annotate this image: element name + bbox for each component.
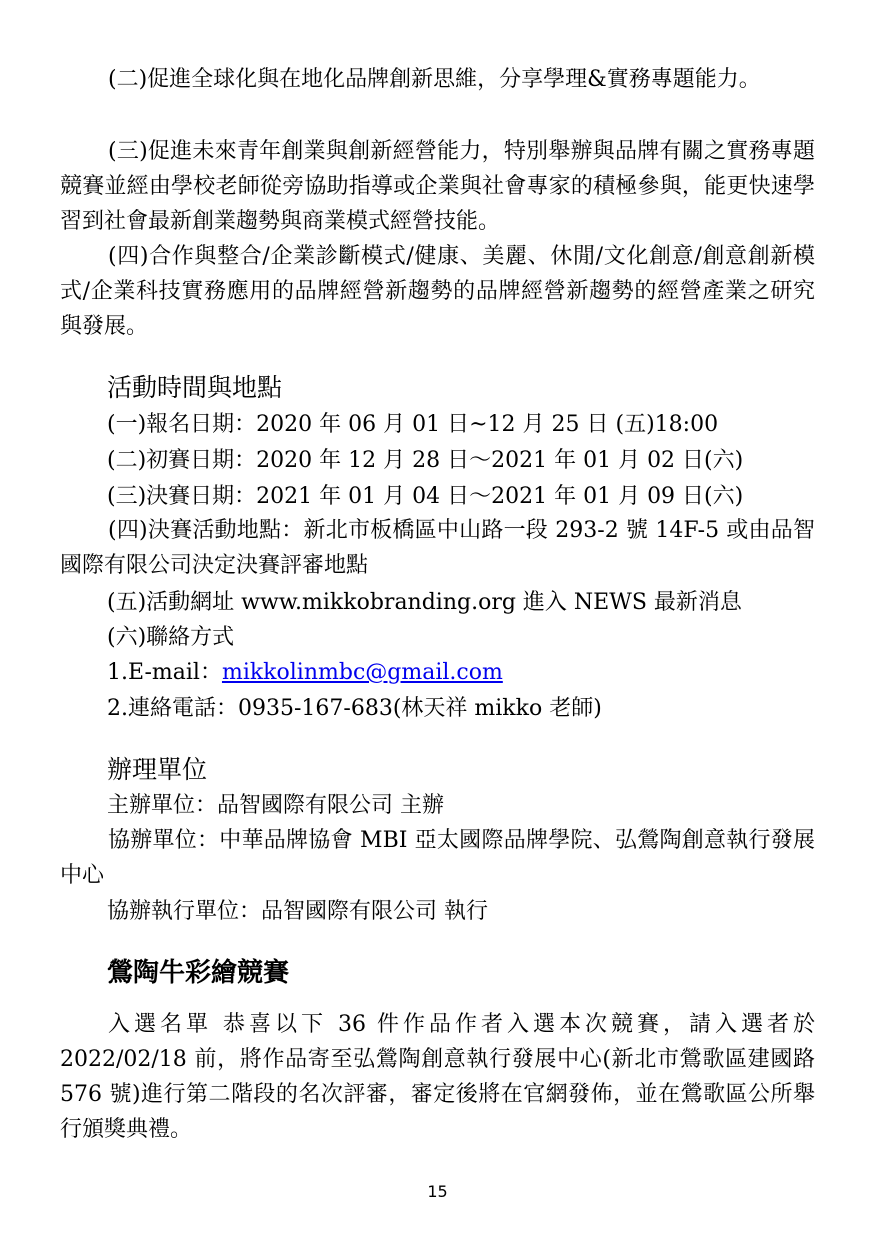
host-unit: 主辦單位：品智國際有限公司 主辦 [107,793,444,818]
registration-date: (一)報名日期：2020 年 06 月 01 日~12 月 25 日 (五)18:00 [107,412,719,437]
contest-body: 入選名單 恭喜以下 36 件作品作者入選本次競賽，請入選者於 2022/02/18 前，將作品寄至弘鶯陶創意執行發展中心(新北市鶯歌區建國路 576 號)進行第二階段的名次評審，審定後將在官網發佈，並在鶯歌區公所舉行頒獎典禮。 [60,1012,815,1142]
phone-line: 2.連絡電話：0935-167-683(林天祥 mikko 老師) [107,696,602,721]
preliminary-date: (二)初賽日期：2020 年 12 月 28 日～2021 年 01 月 02 日(六) [107,448,744,473]
objective-4: (四)合作與整合/企業診斷模式/健康、美麗、休閒/文化創意/創意創新模式/企業科技實務應用的品牌經營新趨勢的品牌經營新趨勢的經營產業之研究與發展。 [60,244,815,339]
organizers-heading: 辦理單位 [107,755,208,784]
email-label: 1.E-mail： [107,660,222,685]
schedule-heading: 活動時間與地點 [107,373,283,402]
email-link[interactable]: mikkolinmbc@gmail.com [221,660,503,685]
objective-3: (三)促進未來青年創業與創新經營能力，特別舉辦與品牌有關之實務專題競賽並經由學校老師從旁協助指導或企業與社會專家的積極參與，能更快速學習到社會最新創業趨勢與商業模式經營技能。 [60,139,815,234]
final-venue: (四)決賽活動地點：新北市板橋區中山路一段 293-2 號 14F-5 或由品智國際有限公司決定決賽評審地點 [60,518,815,578]
page-number: 15 [427,1182,448,1201]
email-line [107,655,503,690]
contest-heading: 鶯陶牛彩繪競賽 [107,958,290,988]
executor-unit: 協辦執行單位：品智國際有限公司 執行 [107,899,488,924]
final-date: (三)決賽日期：2021 年 01 月 04 日～2021 年 01 月 09 日(六) [107,484,744,509]
co-host-unit: 協辦單位：中華品牌協會 MBI 亞太國際品牌學院、弘鶯陶創意執行發展中心 [60,828,815,888]
contact-heading: (六)聯絡方式 [107,625,235,650]
objective-2: (二)促進全球化與在地化品牌創新思維，分享學理&實務專題能力。 [108,67,761,92]
event-website: (五)活動網址 www.mikkobranding.org 進入 NEWS 最新消息 [107,590,742,615]
